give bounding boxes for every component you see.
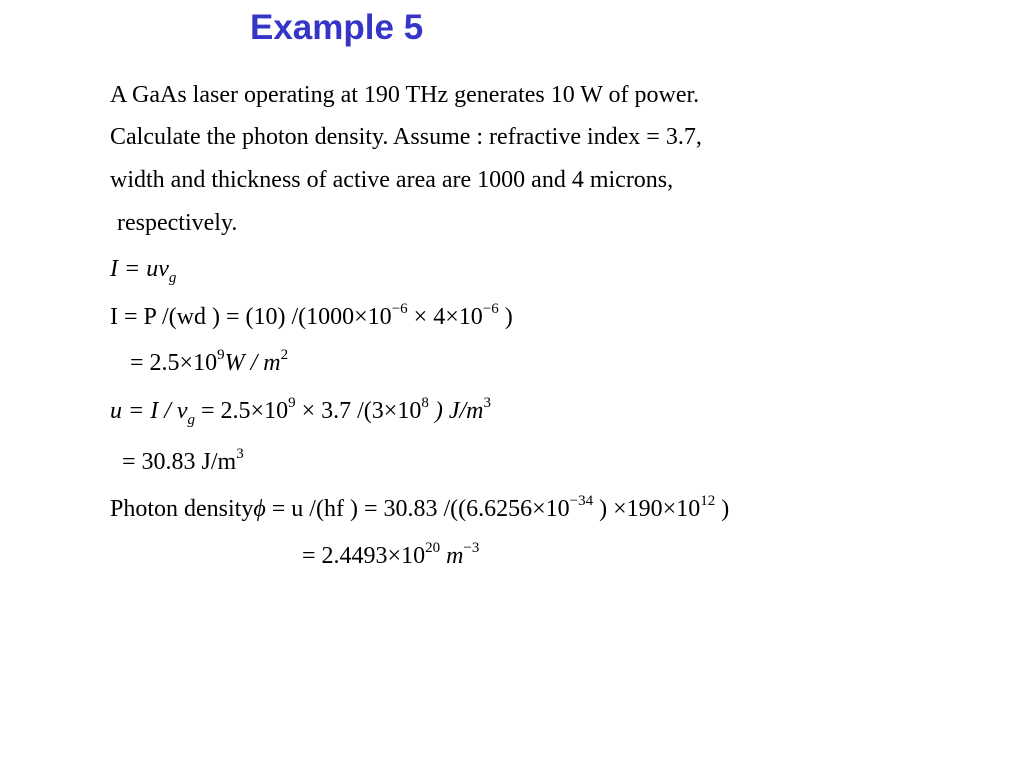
problem-line-3: width and thickness of active area are 1000 and 4 microns, (110, 167, 674, 193)
eq4-exp1: 9 (288, 395, 296, 411)
eq6-exp1: −34 (569, 493, 594, 509)
eq1-text: I = uv (110, 256, 169, 282)
eq2-end: ) (498, 304, 513, 330)
eq5-exp1: 3 (236, 446, 244, 462)
eq6-label: Photon density (110, 496, 254, 522)
eq5-pre: = 30.83 J/m (122, 449, 237, 475)
problem-line-4: respectively. (117, 210, 238, 236)
phi-symbol: ϕ (253, 496, 266, 522)
equation-photon-density (110, 494, 729, 524)
eq4-subscript: g (187, 412, 196, 428)
eq1-subscript: g (168, 270, 177, 286)
equation-intensity-definition (110, 254, 176, 284)
equation-intensity-result (130, 348, 288, 378)
eq6-rest: = u /(hf ) = 30.83 /((6.6256×10 (265, 496, 570, 522)
equation-energy-result (122, 447, 244, 477)
eq2-exp1: −6 (391, 301, 408, 317)
eq3-exp2: 2 (280, 347, 289, 363)
problem-line-2: Calculate the photon density. Assume : refractive index = 3.7, (110, 124, 702, 150)
eq4-mid: × 3.7 /(3×10 (295, 398, 422, 424)
eq7-unit: m (440, 543, 464, 569)
equation-intensity-value (110, 302, 513, 332)
eq2-lhs: I = P /(wd ) = (10) /(1000×10 (110, 304, 392, 330)
equation-energy-density (110, 396, 491, 426)
eq6-end: ) (715, 496, 730, 522)
eq2-exp2: −6 (482, 301, 499, 317)
problem-line-1: A GaAs laser operating at 190 THz generates 10 W of power. (110, 82, 700, 108)
eq7-exp1: 20 (425, 540, 441, 556)
eq4-rhs: = 2.5×10 (195, 398, 289, 424)
eq4-lhs: u = I / v (110, 398, 188, 424)
eq7-pre: = 2.4493×10 (302, 543, 426, 569)
eq6-mid: ) ×190×10 (593, 496, 701, 522)
equation-photon-density-result (302, 541, 479, 571)
eq3-exp1: 9 (217, 347, 225, 363)
eq4-exp2: 8 (421, 395, 429, 411)
eq6-exp2: 12 (700, 493, 716, 509)
eq4-exp3: 3 (483, 395, 491, 411)
eq2-mid: × 4×10 (407, 304, 483, 330)
slide-title: Example 5 (250, 8, 424, 47)
eq4-end: ) J/m (428, 398, 484, 424)
eq7-exp2: −3 (463, 540, 480, 556)
eq3-unit: W / m (224, 350, 281, 376)
eq3-pre: = 2.5×10 (130, 350, 218, 376)
